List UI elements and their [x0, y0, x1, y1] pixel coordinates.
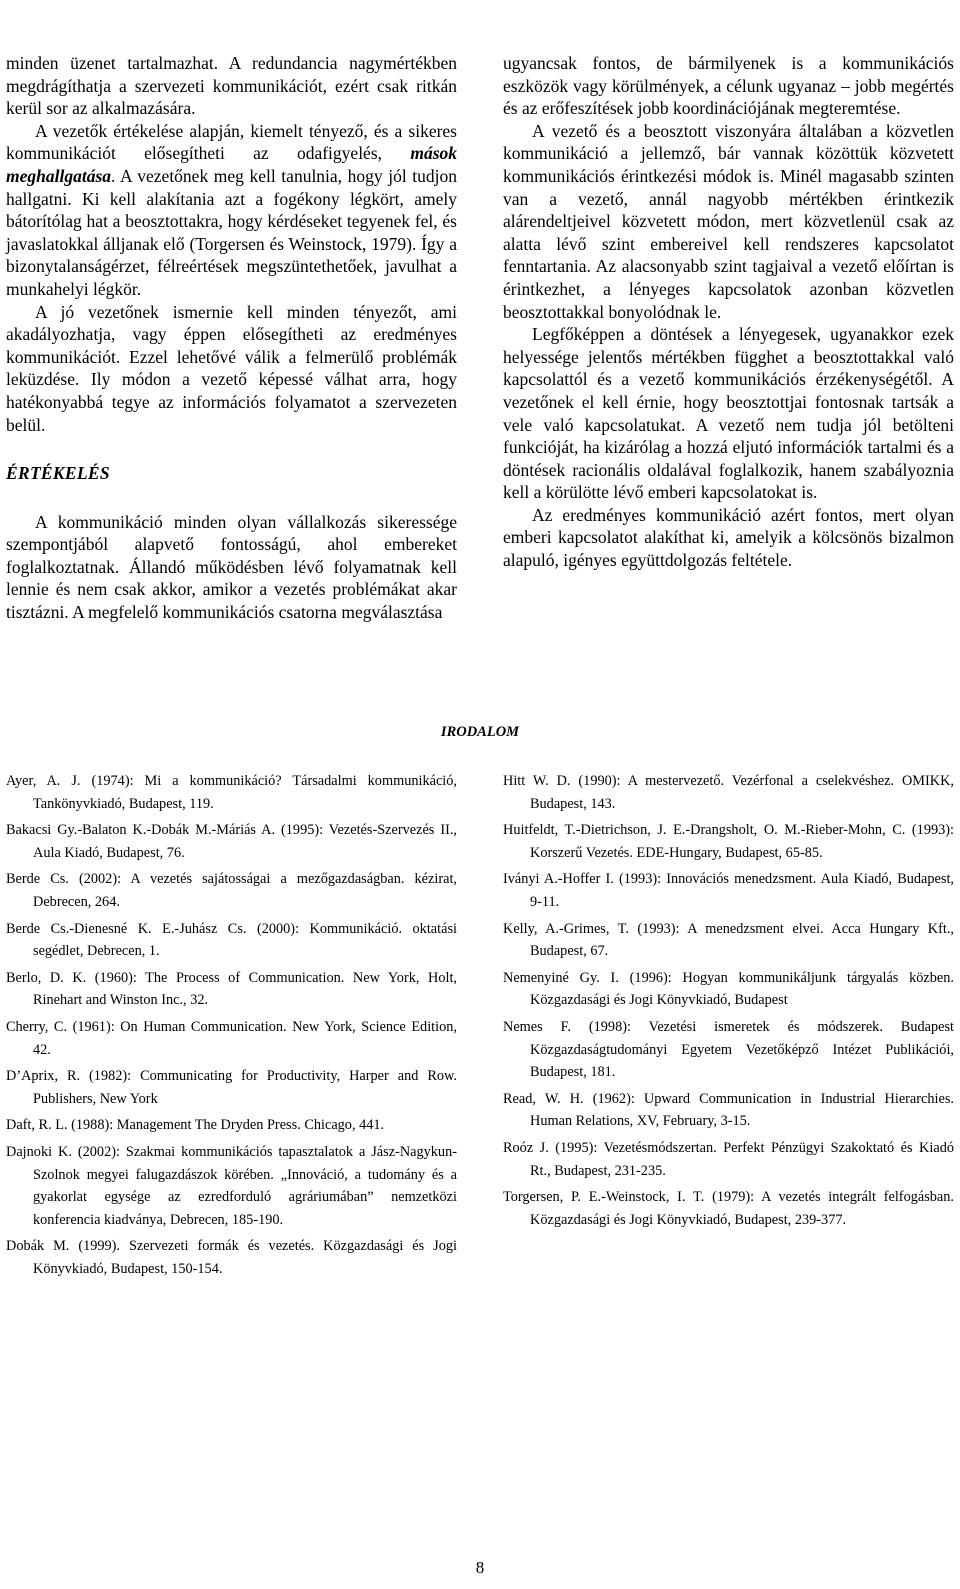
- paragraph: A kommunikáció minden olyan vállalkozás sikeressége szempontjából alapvető fontosságú, ahol embereket foglalkoztatnak. Állandó működésben lévő folyamatnak kell lennie és nem csak akkor, amikor a vezetés problémákat akar tisztázni. A megfelelő kommunikációs csatorna megválasztása: [6, 511, 457, 623]
- paragraph: Az eredményes kommunikáció azért fontos, mert olyan emberi kapcsolatot alakíthat ki, amelyik a kölcsönös bizalmon alapuló, igényes együttdolgozás feltétele.: [503, 504, 954, 571]
- reference-item: Torgersen, P. E.-Weinstock, I. T. (1979): A vezetés integrált felfogásban. Közgazdasági és Jogi Könyvkiadó, Budapest, 239-377.: [503, 1189, 954, 1228]
- references-left-column: [6, 770, 457, 1284]
- reference-item: Kelly, A.-Grimes, T. (1993): A menedzsment elvei. Acca Hungary Kft., Budapest, 67.: [503, 920, 954, 960]
- reference-item: Roóz J. (1995): Vezetésmódszertan. Perfekt Pénzügyi Szakoktató és Kiadó Rt., Budapest, 231-235.: [503, 1139, 954, 1179]
- paragraph: minden üzenet tartalmazhat. A redundancia nagymértékben megdrágíthatja a szervezeti kommunikációt, ezért csak ritkán kerül sor az alkalmazására.: [6, 53, 457, 119]
- right-text-column: [503, 52, 954, 572]
- reference-item: D’Aprix, R. (1982): Communicating for Productivity, Harper and Row. Publishers, New York: [6, 1068, 457, 1107]
- reference-item: Read, W. H. (1962): Upward Communication in Industrial Hierarchies. Human Relations, XV, February, 3-15.: [503, 1090, 954, 1130]
- reference-item: Huitfeldt, T.-Dietrichson, J. E.-Drangsholt, O. M.-Rieber-Mohn, C. (1993): Korszerű Vezetés. EDE-Hungary, Budapest, 65-85.: [503, 822, 954, 861]
- reference-item: Hitt W. D. (1990): A mestervezető. Vezérfonal a cselekvéshez. OMIKK, Budapest, 143.: [503, 773, 954, 812]
- page-number: 8: [475, 1558, 485, 1577]
- reference-item: Dajnoki K. (2002): Szakmai kommunikációs tapasztalatok a Jász-Nagykun-Szolnok megyei falugazdászok körében. „Innováció, a tudomány és a gyakorlat egysége az ezredforduló agráriumában” nemzetközi konferencia kiadványa, Debrecen, 185-190.: [6, 1143, 457, 1228]
- reference-item: Bakacsi Gy.-Balaton K.-Dobák M.-Máriás A. (1995): Vezetés-Szervezés II., Aula Kiadó, Budapest, 76.: [6, 822, 457, 861]
- references-title: IRODALOM: [440, 724, 520, 740]
- reference-item: Nemes F. (1998): Vezetési ismeretek és módszerek. Budapest Közgazdaságtudományi Egyetem Vezetőképző Intézet Publikációi, Budapest, 181.: [503, 1018, 954, 1081]
- reference-item: Berlo, D. K. (1960): The Process of Communication. New York, Holt, Rinehart and Winston Inc., 32.: [6, 969, 457, 1009]
- reference-item: Berde Cs. (2002): A vezetés sajátosságai a mezőgazdaságban. kézirat, Debrecen, 264.: [6, 871, 457, 910]
- left-text-column: [6, 52, 457, 624]
- paragraph: [6, 120, 457, 301]
- paragraph-text: . A vezetőnek meg kell tanulnia, hogy jól tudjon hallgatni. Ki kell alakítania azt a fogékony légkört, amely bátorítólag hat a beosztottakra, hogy kérdéseket tegyenek fel, és javaslatokkal álljanak elő (Torgersen és Weinstock, 1979). Így a bizonytalanságérzet, félreértések megszüntethetőek, javulhat a munkahelyi légkör.: [6, 165, 457, 299]
- reference-item: Cherry, C. (1961): On Human Communication. New York, Science Edition, 42.: [6, 1018, 457, 1058]
- section-heading: ÉRTÉKELÉS: [6, 463, 110, 484]
- reference-item: Berde Cs.-Dienesné K. E.-Juhász Cs. (2000): Kommunikáció. oktatási segédlet, Debrecen, 1.: [6, 920, 457, 960]
- reference-item: Nemenyiné Gy. I. (1996): Hogyan kommunikáljunk tárgyalás közben. Közgazdasági és Jogi Könyvkiadó, Budapest: [503, 969, 954, 1009]
- emphasized-text: mások meghallgatása: [6, 143, 458, 186]
- paragraph-text: A vezetők értékelése alapján, kiemelt tényező, és a sikeres kommunikációt elősegítheti az odafigyelés,: [6, 120, 457, 164]
- reference-item: Ayer, A. J. (1974): Mi a kommunikáció? Társadalmi kommunikáció, Tankönyvkiadó, Budapest, 119.: [6, 773, 457, 812]
- paragraph: A jó vezetőnek ismernie kell minden tényezőt, ami akadályozhatja, vagy éppen elősegítheti az eredményes kommunikációt. Ezzel lehetővé válik a felmerülő problémák leküzdése. Ily módon a vezető képessé válhat arra, hogy hatékonyabbá tegye az információs folyamatot a szervezeten belül.: [6, 301, 457, 435]
- references-right-column: [503, 770, 954, 1235]
- paragraph: ugyancsak fontos, de bármilyenek is a kommunikációs eszközök vagy körülmények, a célunk ugyanaz – jobb megértés és az erőfeszítések jobb koordinációjának megteremtése.: [503, 53, 954, 119]
- reference-item: Iványi A.-Hoffer I. (1993): Innovációs menedzsment. Aula Kiadó, Budapest, 9-11.: [503, 871, 954, 910]
- reference-item: Daft, R. L. (1988): Management The Dryden Press. Chicago, 441.: [6, 1117, 385, 1134]
- paragraph: A vezető és a beosztott viszonyára általában a közvetlen kommunikáció a jellemző, bár vannak közöttük közvetett kommunikációs érintkezési módok is. Minél magasabb szinten van a vezető, annál nagyobb mértékben érintkezik alárendeltjeivel közvetett módon, mert közvetlenül csak az alatta lévő szint embereivel kell rendszeres kapcsolatot fenntartania. Az alacsonyabb szint tagjaival a vezető előírtan is érintkezhet, a lényeges kapcsolatok azonban közvetlen beosztottakkal bonyolódnak le.: [503, 120, 954, 322]
- paragraph: Legfőképpen a döntések a lényegesek, ugyanakkor ezek helyessége jelentős mértékben függhet a beosztottakkal való kapcsolattól és a vezető kommunikációs érzékenységétől. A vezetőnek el kell érnie, hogy beosztottjai fontosnak tartsák a vele való kapcsolatukat. A vezető nem tudja jól betölteni funkcióját, ha kizárólag a hozzá eljutó információk tartalmi és a döntések racionális oldalával foglalkozik, hanem szabályoznia kell a körülötte lévő emberi kapcsolatokat is.: [503, 324, 954, 503]
- reference-item: Dobák M. (1999). Szervezeti formák és vezetés. Közgazdasági és Jogi Könyvkiadó, Budapest, 150-154.: [6, 1238, 457, 1277]
